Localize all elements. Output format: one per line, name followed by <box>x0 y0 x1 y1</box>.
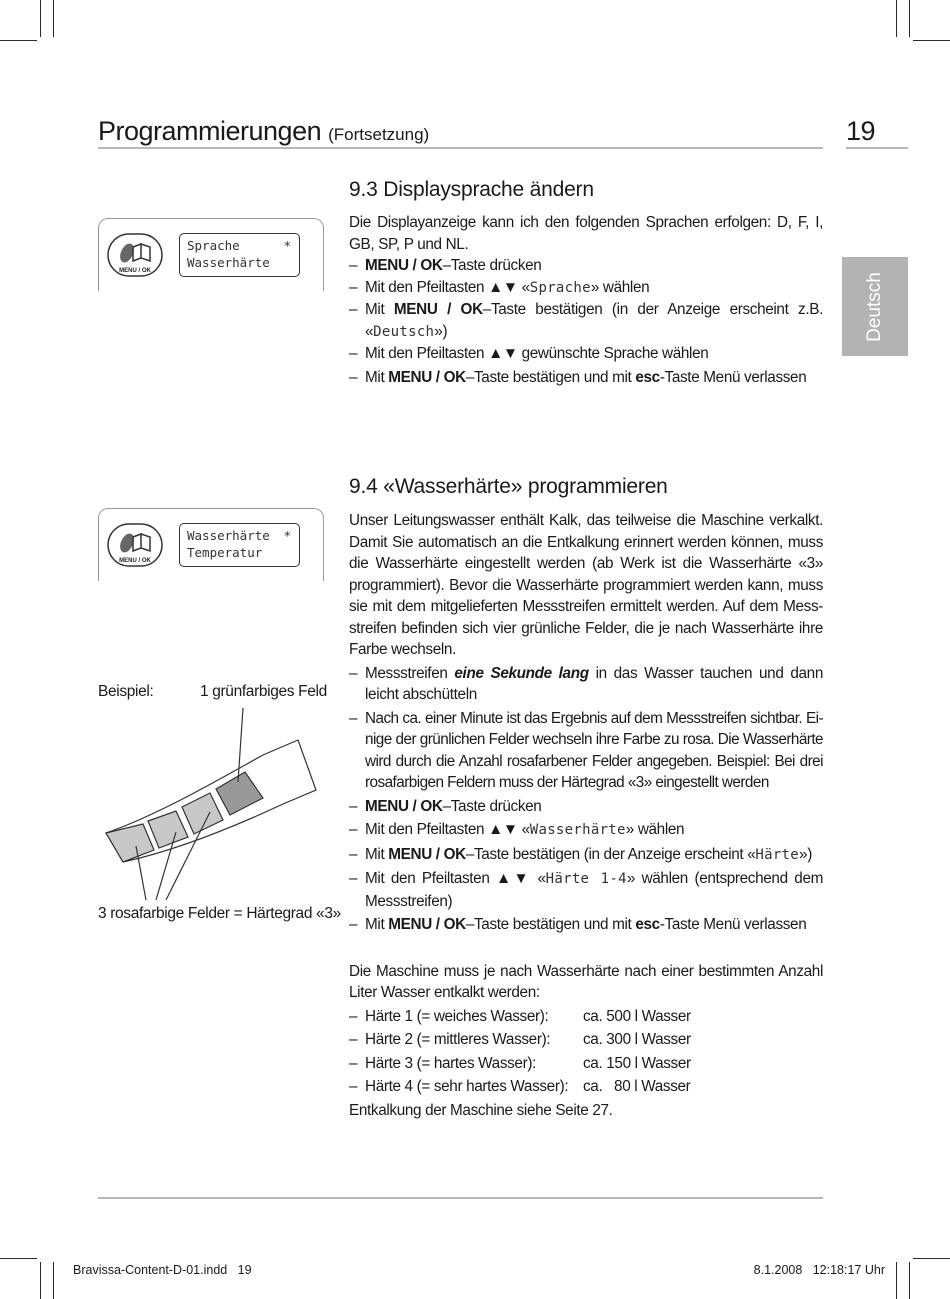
text: Messstreifen <box>365 664 455 682</box>
section-heading-9-3: 9.3 Displaysprache ändern <box>349 178 594 201</box>
display-text: Wasserhärte <box>529 822 626 838</box>
dash: – <box>349 1078 358 1095</box>
dash: – <box>349 278 358 296</box>
list-item <box>349 299 823 343</box>
text: Mit <box>365 845 389 863</box>
dash: – <box>349 845 358 863</box>
language-tab-label: Deutsch <box>864 271 885 342</box>
text: –Taste drücken <box>442 797 542 815</box>
list-item <box>349 663 823 706</box>
dash: – <box>349 709 357 727</box>
lcd-line-1: Wasserhärte <box>187 528 270 543</box>
text: » wählen <box>625 821 685 838</box>
text: Mit <box>365 301 394 318</box>
hardness-label: Härte 3 (= hartes Wasser): <box>365 1054 536 1072</box>
page-title <box>98 116 429 147</box>
hardness-value: ca. 500 l Wasser <box>583 1007 691 1025</box>
list-item <box>349 914 823 936</box>
list-item <box>349 277 823 300</box>
hardness-row <box>349 1053 823 1075</box>
hardness-label: Härte 1 (= weiches Wasser): <box>365 1007 549 1025</box>
menu-ok-button-icon <box>107 233 165 279</box>
dash: – <box>349 301 358 318</box>
hardness-row <box>349 1029 823 1051</box>
hardness-value: ca. 150 l Wasser <box>583 1054 691 1072</box>
list-item <box>349 255 823 277</box>
dash: – <box>349 916 358 933</box>
list-item <box>349 796 823 818</box>
text: –Taste bestätigen (in der Anzeige erscheint z.B. « <box>365 301 823 340</box>
lcd-cursor: * <box>283 528 291 543</box>
text: Nach ca. einer Minute ist das Ergebnis auf dem Messstreifen sichtbar. Ei-nige der grünlichen Felder wechseln ihre Farbe zu rosa. Die Wasserhärte wird durch die Anzahl rosafarbener Felder angegeben. Beispiel: Bei drei rosafarbigen Feldern muss der Härtegrad «3» eingestellt werden <box>365 709 823 791</box>
paragraph: Entkalkung der Maschine siehe Seite 27. <box>349 1101 613 1119</box>
text: Mit den Pfeiltasten ▲▼ « <box>365 870 546 887</box>
paragraph: Unser Leitungswasser enthält Kalk, das teilweise die Maschine verkalkt. Damit Sie automatisch an die Entkalkung erinnert werden können, muss die Wasserhärte eingestellt werden (ab Werk ist die Wasserhärte «3» programmiert). Bevor die Wasserhärte programmiert werden kann, muss sie mit dem mitgelieferten Messstreifen ermittelt werden. Auf dem Mess-streifen befinden sich vier grünliche Felder, die je nach Wasserhärte ihre Farbe wechseln. <box>349 512 823 658</box>
list-item <box>349 844 823 867</box>
footer-rule <box>98 1197 823 1199</box>
text: in das Wasser tauchen und dann leicht abschütteln <box>365 664 823 703</box>
test-strip-illustration <box>98 700 338 900</box>
crop-mark <box>913 40 950 41</box>
text: –Taste bestätigen (in der Anzeige erscheint « <box>465 845 756 863</box>
text: Mit <box>365 916 389 933</box>
crop-mark <box>896 0 897 37</box>
key-label: MENU / OK <box>388 368 466 386</box>
key-label: MENU / OK <box>388 845 466 863</box>
dash: – <box>349 1031 358 1048</box>
list-item <box>349 343 823 365</box>
key-label: MENU / OK <box>365 797 443 815</box>
crop-mark <box>0 1258 37 1259</box>
display-text: Deutsch <box>373 323 435 340</box>
dash: – <box>349 1054 358 1072</box>
dash: – <box>349 797 358 815</box>
language-tab <box>842 257 908 356</box>
hardness-label: Härte 2 (= mittleres Wasser): <box>365 1031 551 1048</box>
page-number: 19 <box>846 116 876 146</box>
text: Mit <box>365 368 389 386</box>
section-9-3-body <box>349 212 823 388</box>
key-label: MENU / OK <box>365 257 443 274</box>
page-subtitle: (Fortsetzung) <box>328 125 430 144</box>
crop-mark <box>40 1262 41 1299</box>
crop-mark <box>53 1262 54 1299</box>
crop-mark <box>913 1258 950 1259</box>
hardness-label: Härte 4 (= sehr hartes Wasser): <box>365 1078 569 1095</box>
lcd-line-2: Wasserhärte <box>187 255 270 270</box>
key-label: MENU / OK <box>393 301 483 318</box>
dash: – <box>349 821 358 838</box>
footer-file-info: Bravissa-Content-D-01.indd 19 <box>73 1263 252 1277</box>
crop-mark <box>896 1262 897 1299</box>
dash: – <box>349 1007 358 1025</box>
example-label: Beispiel: <box>98 683 154 700</box>
text: -Taste Menü verlassen <box>659 368 807 386</box>
pink-fields-label: 3 rosafarbige Felder = Härtegrad «3» <box>98 905 341 922</box>
text: Mit den Pfeiltasten ▲▼ « <box>365 821 530 838</box>
text: –Taste drücken <box>442 257 542 274</box>
section-heading-9-4: 9.4 «Wasserhärte» programmieren <box>349 475 668 498</box>
display-text: Härte 1-4 <box>545 871 627 887</box>
hardness-value: ca. 300 l Wasser <box>583 1031 691 1048</box>
dash: – <box>349 368 358 386</box>
dash: – <box>349 664 358 682</box>
dash: – <box>349 870 358 887</box>
header-rule <box>98 147 823 149</box>
crop-mark <box>40 0 41 37</box>
display-text: Härte <box>755 846 800 863</box>
hardness-value: ca. 80 l Wasser <box>583 1078 691 1095</box>
list-item <box>349 367 823 389</box>
text: -Taste Menü verlassen <box>659 916 807 933</box>
menu-ok-label: MENU / OK <box>119 558 151 564</box>
menu-ok-label: MENU / OK <box>119 268 151 274</box>
text: Mit den Pfeiltasten ▲▼ gewünschte Sprache wählen <box>365 345 709 362</box>
menu-ok-button-icon <box>107 523 165 569</box>
crop-mark <box>909 1262 910 1299</box>
text: ») <box>799 845 812 863</box>
lcd-line-1: Sprache <box>187 238 240 253</box>
key-label: MENU / OK <box>388 916 466 933</box>
list-item <box>349 708 823 794</box>
text: » wählen (entsprechend dem Messstreifen) <box>365 870 823 910</box>
crop-mark <box>0 40 37 41</box>
display-panel <box>98 218 324 291</box>
paragraph: Die Maschine muss je nach Wasserhärte nach einer bestimmten Anzahl Liter Wasser entkalkt werden: <box>349 962 823 1001</box>
text: ») <box>434 322 448 340</box>
green-field-label: 1 grünfarbiges Feld <box>200 683 327 700</box>
crop-mark <box>909 0 910 37</box>
paragraph: Die Displayanzeige kann ich den folgenden Sprachen erfolgen: D, F, I, GB, SP, P und NL. <box>349 214 823 253</box>
list-item <box>349 819 823 842</box>
dash: – <box>349 345 358 362</box>
lcd-display <box>179 523 300 567</box>
lcd-cursor: * <box>283 238 291 253</box>
section-9-4-body <box>349 510 823 1121</box>
lcd-line-2: Temperatur <box>187 545 263 560</box>
list-item <box>349 868 823 912</box>
page-title-text: Programmierungen <box>98 116 322 146</box>
footer-timestamp: 8.1.2008 12:18:17 Uhr <box>753 1263 885 1277</box>
text: Mit den Pfeiltasten ▲▼ « <box>365 278 530 296</box>
hardness-row <box>349 1006 823 1028</box>
key-label: esc <box>635 916 660 933</box>
lcd-display <box>179 233 300 277</box>
text: –Taste bestätigen und mit <box>465 916 636 933</box>
crop-mark <box>53 0 54 37</box>
key-label: esc <box>635 368 660 386</box>
dash: – <box>349 257 358 274</box>
hardness-row <box>349 1076 823 1098</box>
text: » wählen <box>590 278 650 296</box>
emphasis: eine Sekunde lang <box>454 664 589 682</box>
display-text: Sprache <box>529 279 591 296</box>
text: –Taste bestätigen und mit <box>465 368 636 386</box>
display-panel <box>98 508 324 581</box>
header-rule-right <box>846 147 908 149</box>
